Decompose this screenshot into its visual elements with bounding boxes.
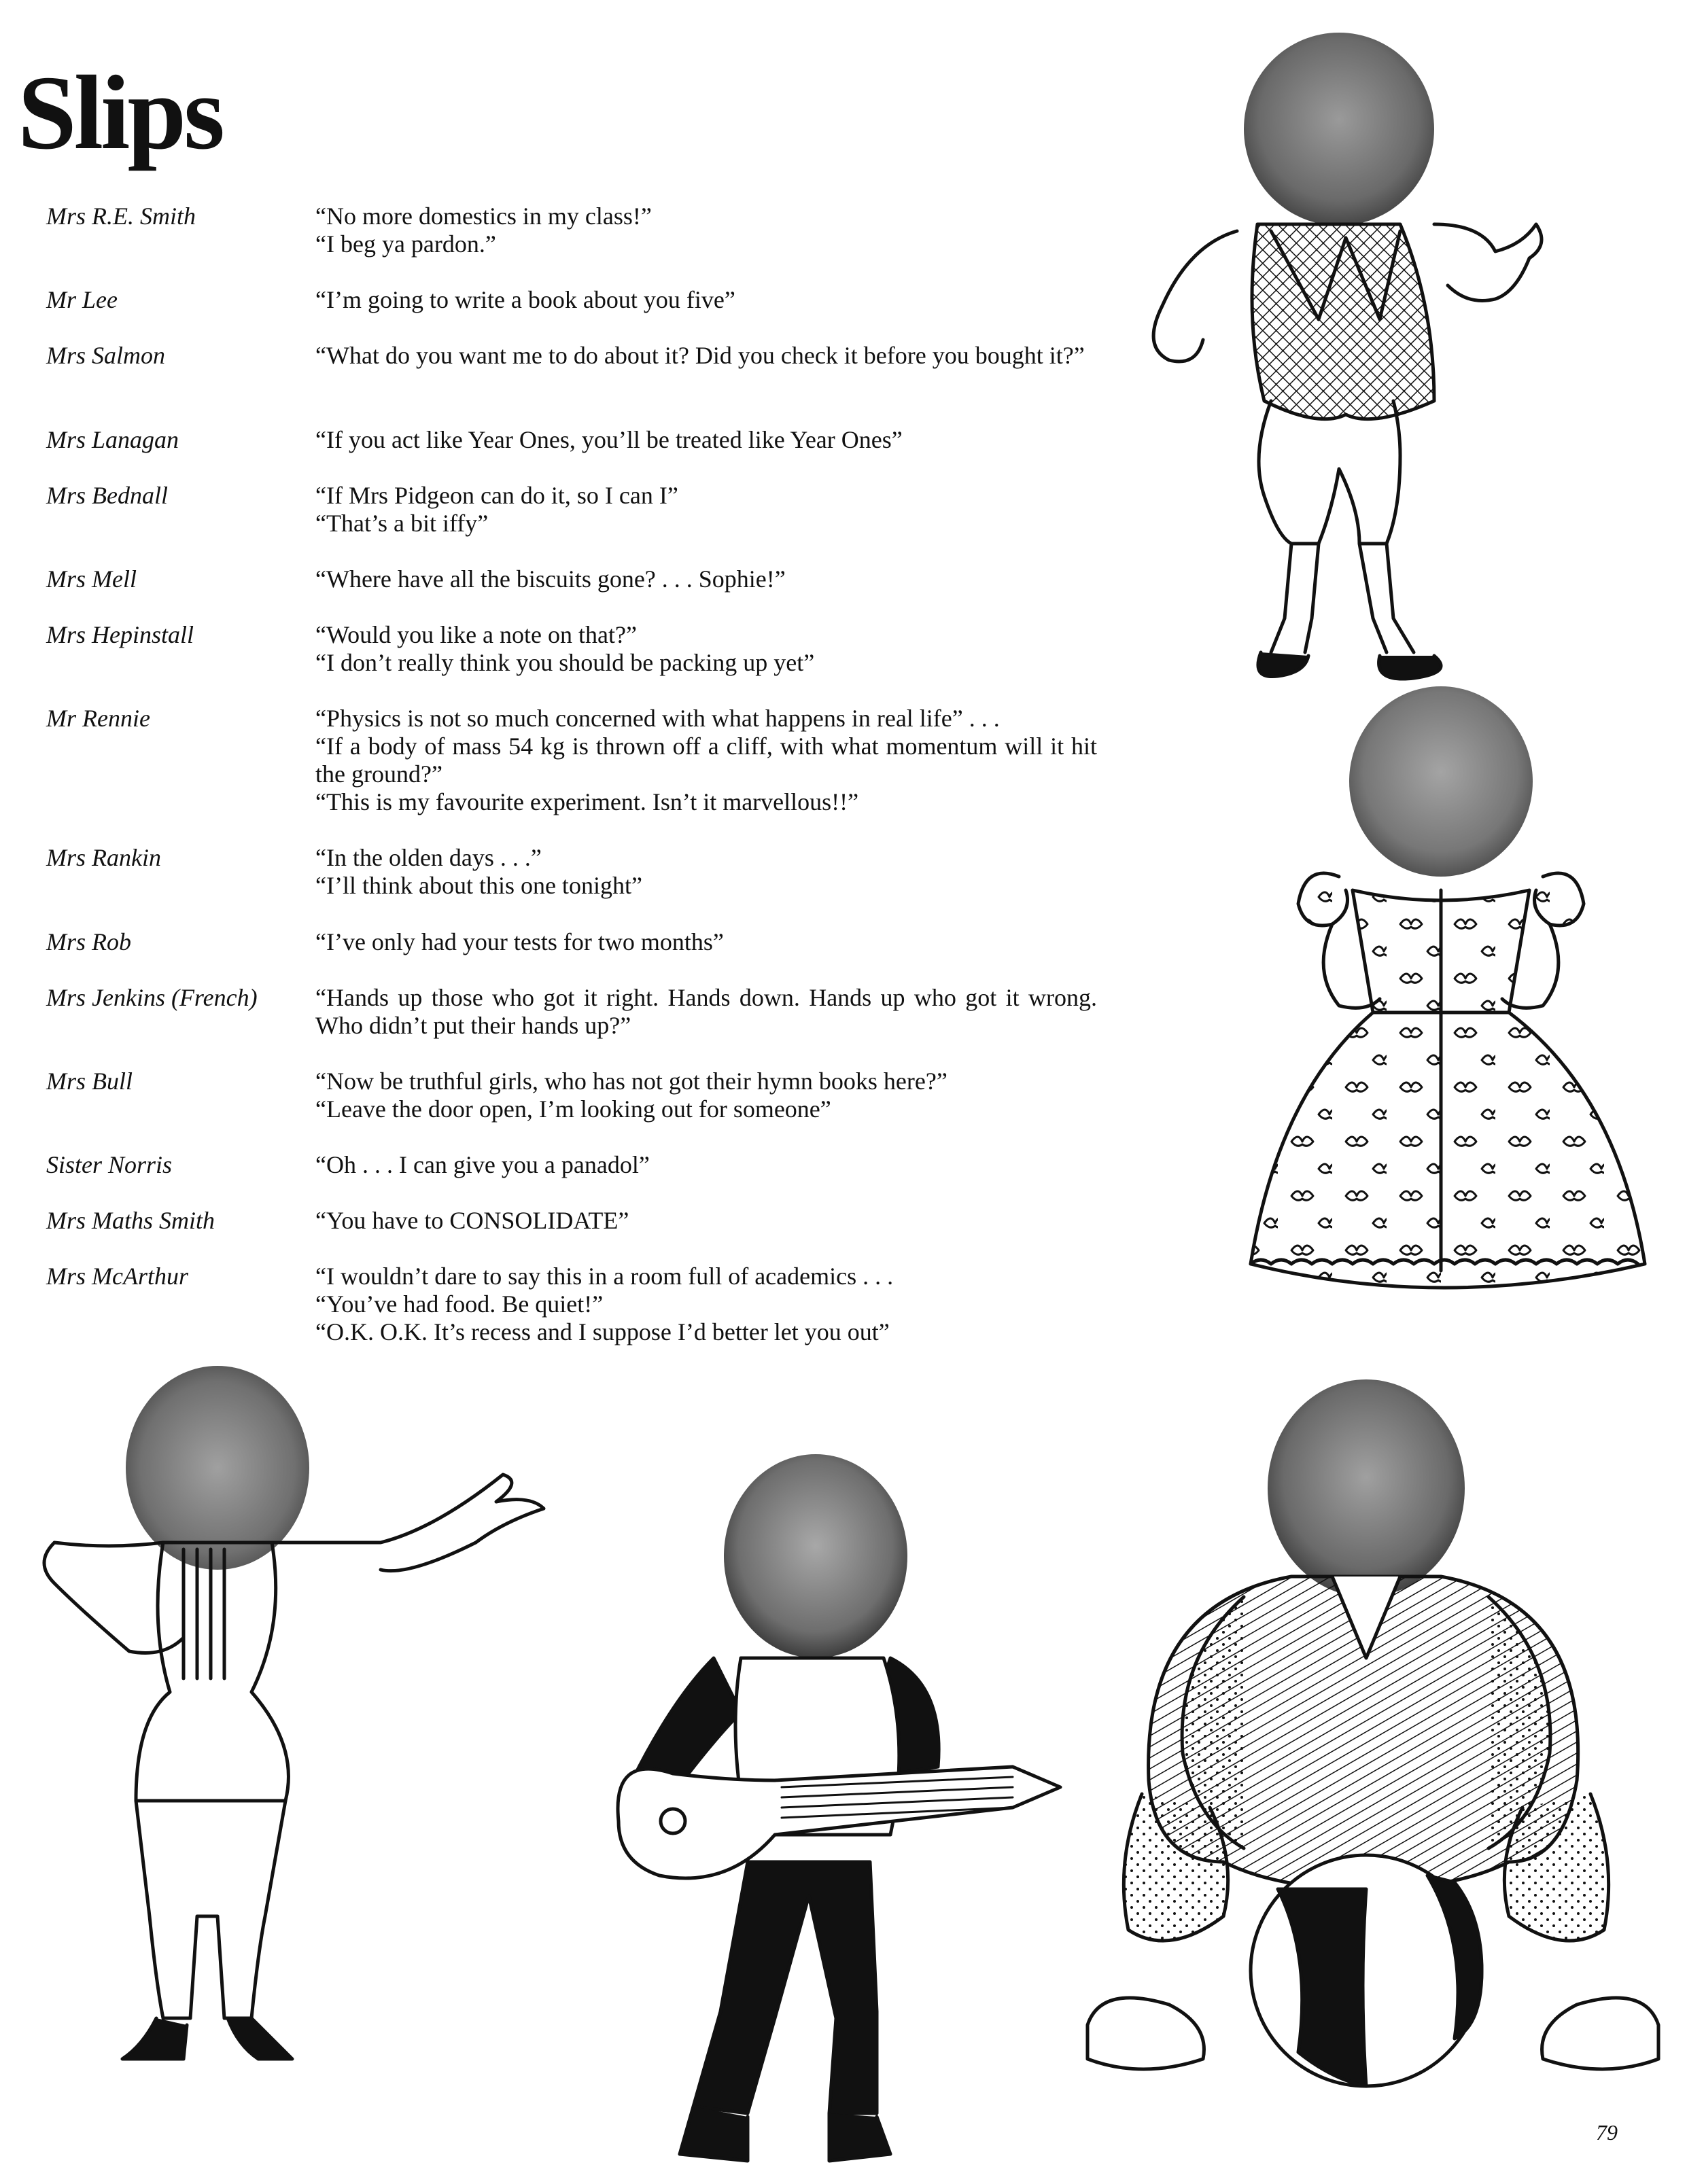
teacher-name: Mr Lee [46, 286, 118, 313]
quote-text [315, 928, 1097, 956]
quote-text [315, 1068, 1097, 1123]
quote-text [315, 426, 1097, 454]
quote-line: “In the olden days . . .” [315, 844, 542, 871]
caricature-clown-on-ball-icon [1074, 1373, 1672, 2113]
teacher-name: Mrs Hepinstall [46, 621, 194, 648]
teacher-name: Mr Rennie [46, 705, 150, 732]
teacher-name: Mrs Mell [46, 565, 137, 593]
quote-text [315, 482, 1097, 538]
teacher-name: Mrs McArthur [46, 1263, 188, 1290]
page-number: 79 [1596, 2120, 1618, 2145]
teacher-name: Sister Norris [46, 1151, 173, 1178]
quote-line: “If a body of mass 54 kg is thrown off a cliff, with what momentum will it hit the ground?” [315, 733, 1097, 788]
quote-line: “O.K. O.K. It’s recess and I suppose I’d better let you out” [315, 1318, 890, 1345]
quote-text [315, 342, 1097, 370]
quote-text [315, 202, 1097, 258]
page-title: Slips [18, 54, 222, 171]
quote-line: “If you act like Year Ones, you’ll be treated like Year Ones” [315, 426, 903, 453]
teacher-name: Mrs R.E. Smith [46, 202, 196, 230]
quote-line: “What do you want me to do about it? Did you check it before you bought it?” [315, 342, 1085, 369]
quote-line: “Now be truthful girls, who has not got their hymn books here?” [315, 1068, 947, 1095]
quote-line: “This is my favourite experiment. Isn’t it marvellous!!” [315, 788, 859, 815]
quote-text [315, 565, 1097, 593]
caricature-dancing-woman-icon [27, 1339, 557, 2086]
quote-line: “Physics is not so much concerned with what happens in real life” . . . [315, 705, 1000, 732]
quote-text [315, 1151, 1097, 1179]
quotes-list [0, 0, 1115, 1359]
quote-line: “I’ll think about this one tonight” [315, 872, 642, 899]
quote-line: “I’ve only had your tests for two months” [315, 928, 724, 955]
quote-text [315, 844, 1097, 900]
teacher-name: Mrs Lanagan [46, 426, 179, 453]
quote-text [315, 621, 1097, 677]
quote-line: “No more domestics in my class!” [315, 202, 652, 230]
teacher-name: Mrs Rob [46, 928, 131, 955]
caricature-waistcoat-figure-icon [1115, 20, 1550, 707]
caricature-guitarist-icon [591, 1454, 1067, 2168]
quote-line: “Would you like a note on that?” [315, 621, 637, 648]
quote-line: “I wouldn’t dare to say this in a room full of academics . . . [315, 1263, 894, 1290]
quote-text [315, 705, 1097, 816]
teacher-name: Mrs Jenkins (French) [46, 984, 258, 1011]
quote-line: “Where have all the biscuits gone? . . . Sophie!” [315, 565, 786, 593]
teacher-name: Mrs Rankin [46, 844, 161, 871]
quote-text [315, 1207, 1097, 1235]
quote-line: “I beg ya pardon.” [315, 230, 496, 258]
quote-line: “That’s a bit iffy” [315, 510, 489, 537]
quote-text [315, 1263, 1097, 1346]
teacher-name: Mrs Bull [46, 1068, 133, 1095]
quote-text [315, 286, 1097, 314]
quote-line: “Oh . . . I can give you a panadol” [315, 1151, 650, 1178]
caricature-ball-gown-figure-icon [1223, 686, 1672, 1339]
quote-line: “Hands up those who got it right. Hands down. Hands up who got it wrong. Who didn’t put their hands up?” [315, 984, 1097, 1039]
quote-line: “You’ve had food. Be quiet!” [315, 1290, 604, 1318]
teacher-name: Mrs Bednall [46, 482, 168, 509]
teacher-name: Mrs Maths Smith [46, 1207, 215, 1234]
quote-line: “I’m going to write a book about you five” [315, 286, 735, 313]
teacher-name: Mrs Salmon [46, 342, 166, 369]
quote-line: “If Mrs Pidgeon can do it, so I can I” [315, 482, 678, 509]
quote-line: “Leave the door open, I’m looking out for someone” [315, 1095, 831, 1123]
quote-line: “You have to CONSOLIDATE” [315, 1207, 629, 1234]
quote-text [315, 984, 1097, 1040]
quote-line: “I don’t really think you should be packing up yet” [315, 649, 815, 676]
